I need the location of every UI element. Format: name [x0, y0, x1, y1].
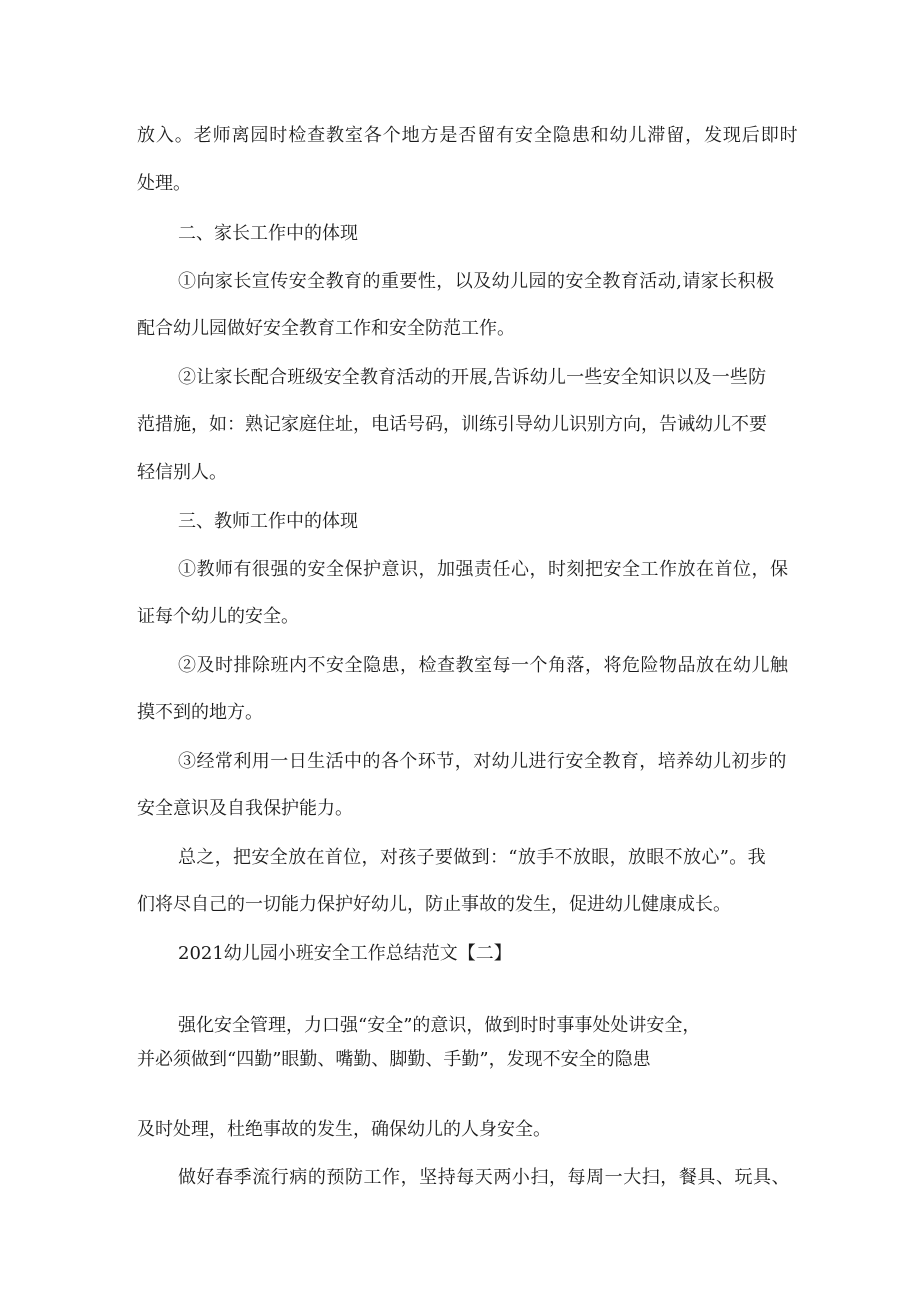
paragraph-line: 摸不到的地方。	[137, 702, 263, 723]
document-subtitle: 2021幼儿园小班安全工作总结范文【二】	[178, 943, 512, 964]
section-heading: 三、教师工作中的体现	[178, 511, 358, 532]
paragraph-line: 证每个幼儿的安全。	[137, 606, 299, 627]
paragraph-line: 范措施，如：熟记家庭住址，电话号码，训练引导幼儿识别方向，告诫幼儿不要	[137, 414, 767, 435]
paragraph-line: ②及时排除班内不安全隐患，检查教室每一个角落，将危险物品放在幼儿触	[178, 655, 789, 676]
paragraph-line: ①教师有很强的安全保护意识，加强责任心，时刻把安全工作放在首位，保	[178, 559, 789, 580]
paragraph-line: 强化安全管理，力口强“安全”的意识，做到时时事事处处讲安全，	[178, 1015, 701, 1036]
paragraph-line: 轻信别人。	[137, 462, 227, 483]
paragraph-line: 配合幼儿园做好安全教育工作和安全防范工作。	[137, 318, 515, 339]
paragraph-line: 并必须做到“四勤”眼勤、嘴勤、脚勤、手勤”，发现不安全的隐患	[137, 1049, 651, 1070]
section-heading: 二、家长工作中的体现	[178, 223, 358, 244]
paragraph-line: 处理。	[137, 173, 191, 194]
paragraph-line: ①向家长宣传安全教育的重要性，以及幼儿园的安全教育活动,请家长积极	[178, 271, 775, 292]
paragraph-line: 做好春季流行病的预防工作，坚持每天两小扫，每周一大扫，餐具、玩具、	[178, 1167, 791, 1188]
paragraph-line: 及时处理，杜绝事故的发生，确保幼儿的人身安全。	[137, 1119, 551, 1140]
paragraph-line: 们将尽自己的一切能力保护好幼儿，防止事故的发生，促进幼儿健康成长。	[137, 894, 731, 915]
paragraph-line: 放入。老师离园时检查教室各个地方是否留有安全隐患和幼儿滞留，发现后即时	[137, 125, 799, 146]
paragraph-line: 总之，把安全放在首位，对孩子要做到：“放手不放眼，放眼不放心”。我	[178, 847, 766, 868]
paragraph-line: ③经常利用一日生活中的各个环节，对幼儿进行安全教育，培养幼儿初步的	[178, 751, 787, 772]
paragraph-line: ②让家长配合班级安全教育活动的开展,告诉幼儿一些安全知识以及一些防	[178, 367, 767, 388]
paragraph-line: 安全意识及自我保护能力。	[137, 798, 353, 819]
